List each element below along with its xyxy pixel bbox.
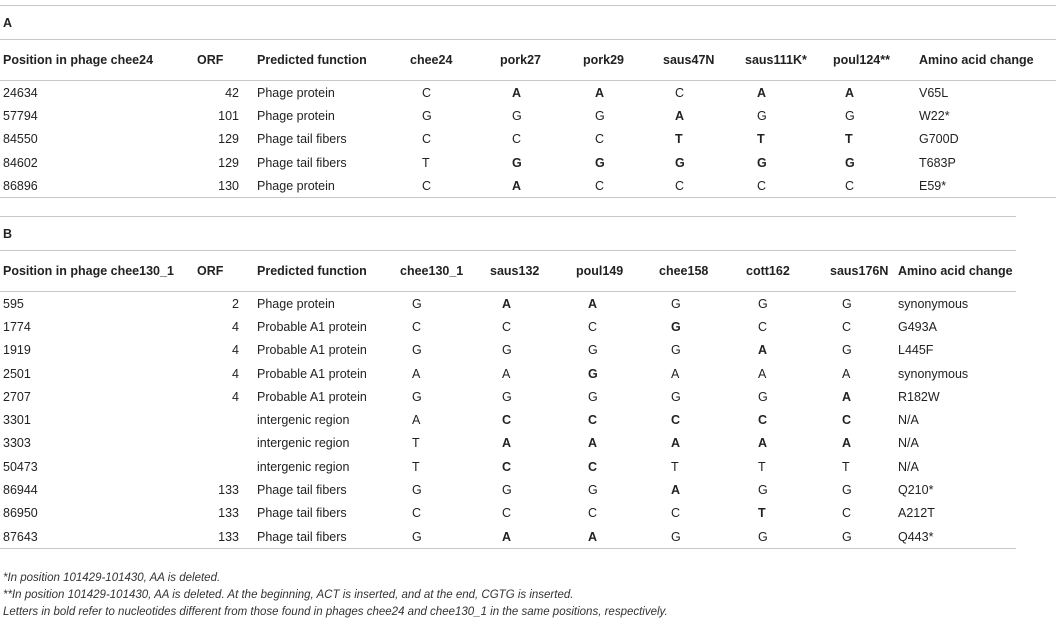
table-cell: A [490,525,576,549]
table-cell: 1919 [3,343,31,358]
table-cell: 50473 [3,459,38,474]
table-cell: G [512,155,522,170]
table-cell: T [671,459,679,474]
footnotes [3,570,668,621]
table-cell: G [588,389,598,404]
column-header: Amino acid change [919,40,1056,81]
column-header: pork29 [583,40,663,81]
table-cell: 2707 [3,389,31,404]
table-row [0,339,1016,362]
table-cell: C [422,85,432,100]
table-row [0,292,1016,316]
table-cell: 133 [218,506,239,521]
table-cell: A [588,296,598,311]
table-cell: G [512,108,522,123]
table-cell: A [671,366,680,381]
column-header: saus47N [663,40,745,81]
table-cell: 86944 [3,483,38,498]
column-header: poul124** [833,40,919,81]
table-cell: G [758,483,768,498]
table-cell: C [588,459,598,474]
table-cell: 84550 [3,132,38,147]
table-cell: G [595,155,605,170]
table-cell: 87643 [0,525,197,549]
column-header: ORF [197,40,257,81]
table-cell: intergenic region [257,413,350,428]
table-cell: A [595,85,605,100]
table-cell: G [422,108,432,123]
table-cell: 3301 [3,413,31,428]
table-row [0,81,1056,105]
table-cell: C [663,174,745,198]
table-cell: T [757,132,765,147]
table-cell: A [502,436,512,451]
table-cell: G [675,155,685,170]
table-cell: N/A [898,436,919,451]
table-cell: A [412,366,421,381]
table-cell: G [588,343,598,358]
table-cell: G700D [919,132,959,147]
table-cell [197,455,257,478]
table-cell: G [412,483,422,498]
table-cell: C [758,319,768,334]
table-cell: G493A [898,319,937,334]
table-cell: 84602 [3,155,38,170]
table-row [0,478,1016,501]
table-cell: T [422,155,430,170]
table-cell: 1774 [3,319,31,334]
table-row [0,385,1016,408]
table-cell: 101 [218,108,239,123]
table-cell: C [758,413,768,428]
table-cell: A [512,85,522,100]
table-cell: T [412,459,420,474]
table-cell: T [758,506,766,521]
table-cell: Phage protein [257,174,410,198]
table-cell: G [671,319,681,334]
table-row [0,315,1016,338]
table-cell: 3303 [3,436,31,451]
table-row [0,432,1016,455]
table-cell: G [502,483,512,498]
table-cell: intergenic region [257,436,350,451]
table-cell: 42 [225,85,239,100]
section-label: A [0,6,1056,40]
column-header: pork27 [500,40,583,81]
column-header: saus132 [490,251,576,292]
table-cell: 4 [232,389,239,404]
table-cell: A [412,413,421,428]
table-cell: G [845,155,855,170]
table-cell: G [830,525,898,549]
table-cell: 57794 [3,108,38,123]
table-cell: Phage tail fibers [257,155,347,170]
table-cell [197,432,257,455]
table-cell: C [412,319,422,334]
table-cell: C [502,413,512,428]
table-cell: T [412,436,420,451]
table-cell: C [422,132,432,147]
table-row [0,502,1016,525]
table-cell: Phage protein [257,85,335,100]
table-row [0,174,1056,198]
section-label-row [0,6,1056,40]
column-header: chee130_1 [400,251,490,292]
table-cell: Phage tail fibers [257,525,400,549]
column-header: poul149 [576,251,659,292]
table-cell: Phage protein [257,296,335,311]
table-cell: Probable A1 protein [257,343,367,358]
table-cell: N/A [898,459,919,474]
column-header: Predicted function [257,251,400,292]
table-cell: C [583,174,663,198]
table-row [0,455,1016,478]
column-header: saus111K* [745,40,833,81]
table-cell: A [758,436,768,451]
table-cell: G [659,525,746,549]
column-header: cott162 [746,251,830,292]
table-cell: C [595,132,605,147]
table-cell: C [745,174,833,198]
table-cell: A [842,436,852,451]
table-cell: C [671,413,681,428]
table-cell: Phage protein [257,108,335,123]
table-cell: A [671,483,681,498]
table-cell: G [400,525,490,549]
table-cell: 4 [232,366,239,381]
table-b [0,216,1016,549]
table-cell: V65L [919,85,949,100]
table-cell: C [588,506,598,521]
table-cell: C [502,459,512,474]
table-row [0,408,1016,431]
table-cell: C [512,132,522,147]
table-cell: G [842,343,852,358]
table-cell: A [500,174,583,198]
table-cell: A [502,366,511,381]
column-header: saus176N [830,251,898,292]
table-cell: C [671,506,681,521]
table-cell: synonymous [898,366,969,381]
table-cell: 4 [232,319,239,334]
table-cell: G [595,108,605,123]
table-cell: G [588,483,598,498]
table-row [0,525,1016,549]
table-cell: C [588,413,598,428]
table-cell: 133 [218,483,239,498]
table-cell: A [842,389,852,404]
table-cell: C [675,85,685,100]
header-row [0,251,1016,292]
table-cell: 4 [232,343,239,358]
table-cell: intergenic region [257,459,350,474]
table-cell: C [842,506,852,521]
table-cell: G [757,155,767,170]
table-cell: C [833,174,919,198]
table-cell: synonymous [898,296,969,311]
column-header: Position in phage chee24 [0,40,197,81]
table-cell: 595 [3,296,24,311]
table-cell: C [842,319,852,334]
table-cell: Probable A1 protein [257,319,367,334]
table-cell: C [412,506,422,521]
table-cell: G [842,296,852,311]
table-cell: G [842,483,852,498]
table-cell: A [576,525,659,549]
table-cell: R182W [898,389,940,404]
footnote: **In position 101429-101430, AA is deleted. At the beginning, ACT is inserted, and at the end, CGTG is inserted. [3,589,574,601]
table-cell [197,408,257,431]
table-cell: A [671,436,681,451]
table-row [0,151,1056,174]
table-cell: 133 [197,525,257,549]
section-label: B [0,217,1016,251]
table-cell: 86896 [0,174,197,198]
table-cell: G [671,296,681,311]
table-cell: L445F [898,343,934,358]
table-cell: T683P [919,155,956,170]
column-header: chee158 [659,251,746,292]
table-cell: A [842,366,851,381]
table-row [0,362,1016,385]
footnote: Letters in bold refer to nucleotides different from those found in phages chee24 and chee130_1 in the same positions, respectively. [3,606,668,618]
column-header: Predicted function [257,40,410,81]
table-cell: E59* [919,174,1056,198]
column-header: ORF [197,251,257,292]
table-row [0,128,1056,151]
table-cell: G [412,296,422,311]
table-cell: G [671,343,681,358]
table-cell: C [502,319,512,334]
table-cell: 86950 [3,506,38,521]
section-label-row [0,217,1016,251]
table-row [0,104,1056,127]
table-cell: W22* [919,108,950,123]
table-cell: G [758,296,768,311]
table-a [0,5,1056,198]
table-cell: T [842,459,850,474]
table-cell: G [757,108,767,123]
table-cell: G [412,389,422,404]
table-cell: G [588,366,598,381]
table-cell: A [675,108,685,123]
table-cell: Phage tail fibers [257,132,347,147]
table-cell: G [671,389,681,404]
table-cell: T [845,132,853,147]
table-cell: A [588,436,598,451]
table-cell: G [502,389,512,404]
table-cell: G [746,525,830,549]
table-cell: A [758,366,767,381]
table-cell: G [502,343,512,358]
column-header: Amino acid change [898,251,1016,292]
table-cell: 2 [232,296,239,311]
table-cell: A [757,85,767,100]
table-cell: 130 [197,174,257,198]
table-cell: 129 [218,155,239,170]
table-cell: A [502,296,512,311]
table-cell: Q443* [898,525,1016,549]
footnote: *In position 101429-101430, AA is deleted. [3,572,221,584]
table-cell: G [845,108,855,123]
table-cell: A212T [898,506,935,521]
table-cell: 129 [218,132,239,147]
table-cell: G [758,389,768,404]
table-cell: T [758,459,766,474]
table-cell: A [845,85,855,100]
table-cell: C [410,174,500,198]
header-row [0,40,1056,81]
table-cell: A [758,343,768,358]
table-cell: Q210* [898,483,934,498]
table-cell: 24634 [3,85,38,100]
column-header: chee24 [410,40,500,81]
column-header: Position in phage chee130_1 [0,251,197,292]
table-cell: Phage tail fibers [257,483,347,498]
table-cell: 2501 [3,366,31,381]
table-cell: Probable A1 protein [257,389,367,404]
table-cell: C [588,319,598,334]
table-cell: N/A [898,413,919,428]
table-cell: C [502,506,512,521]
table-cell: Probable A1 protein [257,366,367,381]
table-cell: C [842,413,852,428]
table-cell: G [412,343,422,358]
table-cell: Phage tail fibers [257,506,347,521]
table-cell: T [675,132,683,147]
